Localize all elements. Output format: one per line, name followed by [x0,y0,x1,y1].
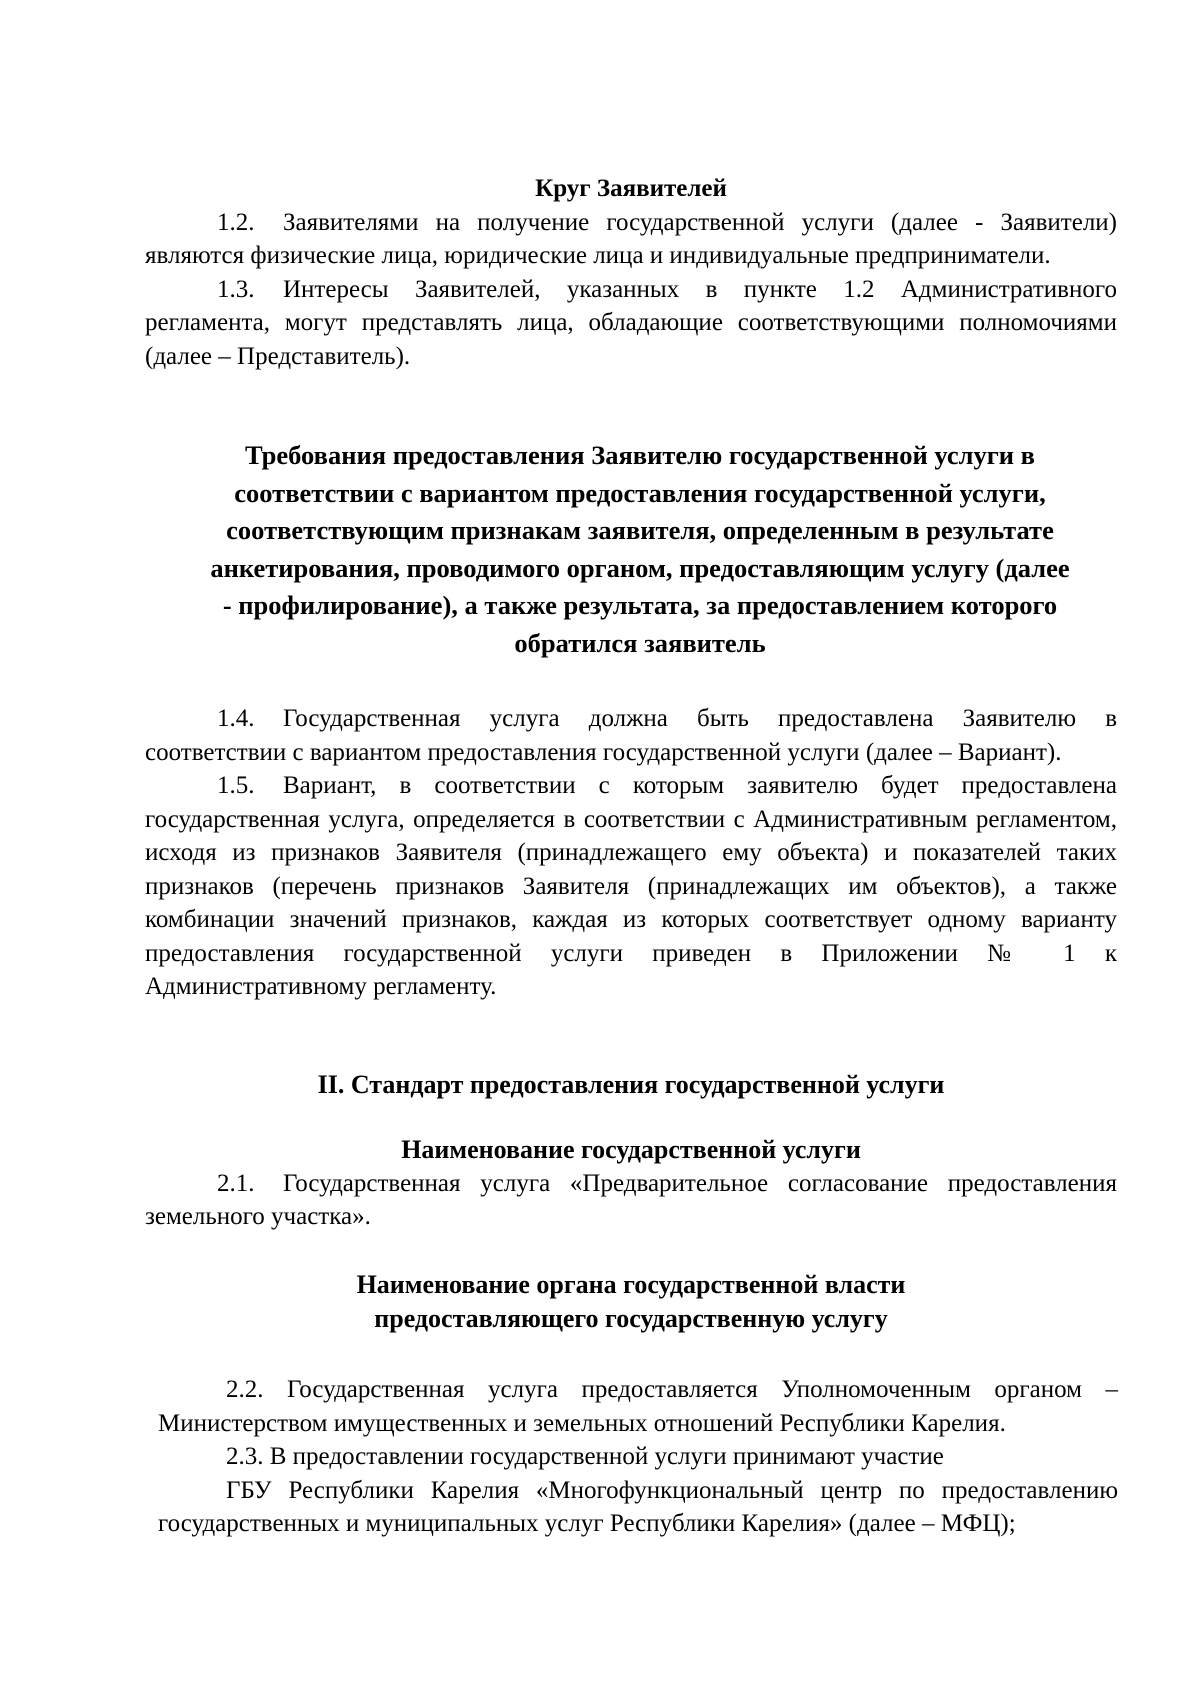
heading-requirements: Требования предоставления Заявителю государственной услуги в соответствии с вариантом предоставления государственной услуги, соответствующим признакам заявителя, определенным в результате анкетирования, проводимого органом, предоставляющим услугу (далее - профилирование), а также результата, за предоставлением которого обратился заявитель [210,440,1070,658]
paragraph-number: 1.3. [217,275,255,303]
paragraph-text: Государственная услуга должна быть предоставлена Заявителю в соответствии с вариантом предоставления государственной услуги (далее – Вариант). [145,705,1117,766]
heading-standard: II. Стандарт предоставления государственной услуги [317,1070,945,1099]
section-standard [145,1068,1117,1102]
paragraph-1-4 [145,702,1117,769]
section-participants [158,1373,1118,1541]
paragraph-number: 1.4. [217,705,255,732]
paragraph-number: 1.2. [217,208,255,236]
paragraph-2-3: 2.3. В предоставлении государственной услуги принимают участие [226,1443,944,1470]
heading-authority-line2: предоставляющего государственную услугу [374,1303,888,1333]
paragraph-text: Заявителями на получение государственной услуги (далее - Заявители) являются физические лица, юридические лица и индивидуальные предприниматели. [145,208,1117,269]
heading-service-name: Наименование государственной услуги [401,1135,861,1164]
paragraph-text: Вариант, в соответствии с которым заявителю будет предоставлена государственная услуга, определяется в соответствии с Административным регламентом, исходя из признаков Заявителя (принадлежащего ему объекта) и показателей таких признаков (перечень признаков Заявителя (принадлежащих им объектов), а также комбинации значений признаков, каждая из которых соответствует одному варианту предоставления государственной услуги приведен в Приложении № 1 к Административному регламенту. [145,772,1117,1000]
section-variants [145,702,1117,1004]
paragraph-2-1 [145,1167,1117,1234]
paragraph-1-3 [145,273,1117,374]
paragraph-text: Государственная услуга «Предварительное согласование предоставления земельного участка». [145,1169,1117,1230]
paragraph-mfc: ГБУ Республики Карелия «Многофункциональный центр по предоставлению государственных и муниципальных услуг Республики Карелия» (далее – МФЦ); [158,1476,1118,1537]
paragraph-number: 2.1. [217,1169,255,1197]
paragraph-2-2: 2.2. Государственная услуга предоставляется Уполномоченным органом – Министерством имущественных и земельных отношений Республики Карелия. [158,1376,1118,1437]
section-applicants [145,172,1117,373]
paragraph-text: Интересы Заявителей, указанных в пункте 1.2 Административного регламента, могут представлять лица, обладающие соответствующими полномочиями (далее – Представитель). [145,275,1117,370]
heading-authority-line1: Наименование органа государственной власти [356,1270,906,1299]
paragraph-1-2 [145,206,1117,273]
section-authority [145,1268,1117,1335]
paragraph-number: 1.5. [217,772,255,799]
paragraph-1-5 [145,769,1117,1004]
heading-applicants: Круг Заявителей [535,175,727,202]
section-service-name [145,1133,1117,1234]
section-requirements-heading [210,437,1070,662]
